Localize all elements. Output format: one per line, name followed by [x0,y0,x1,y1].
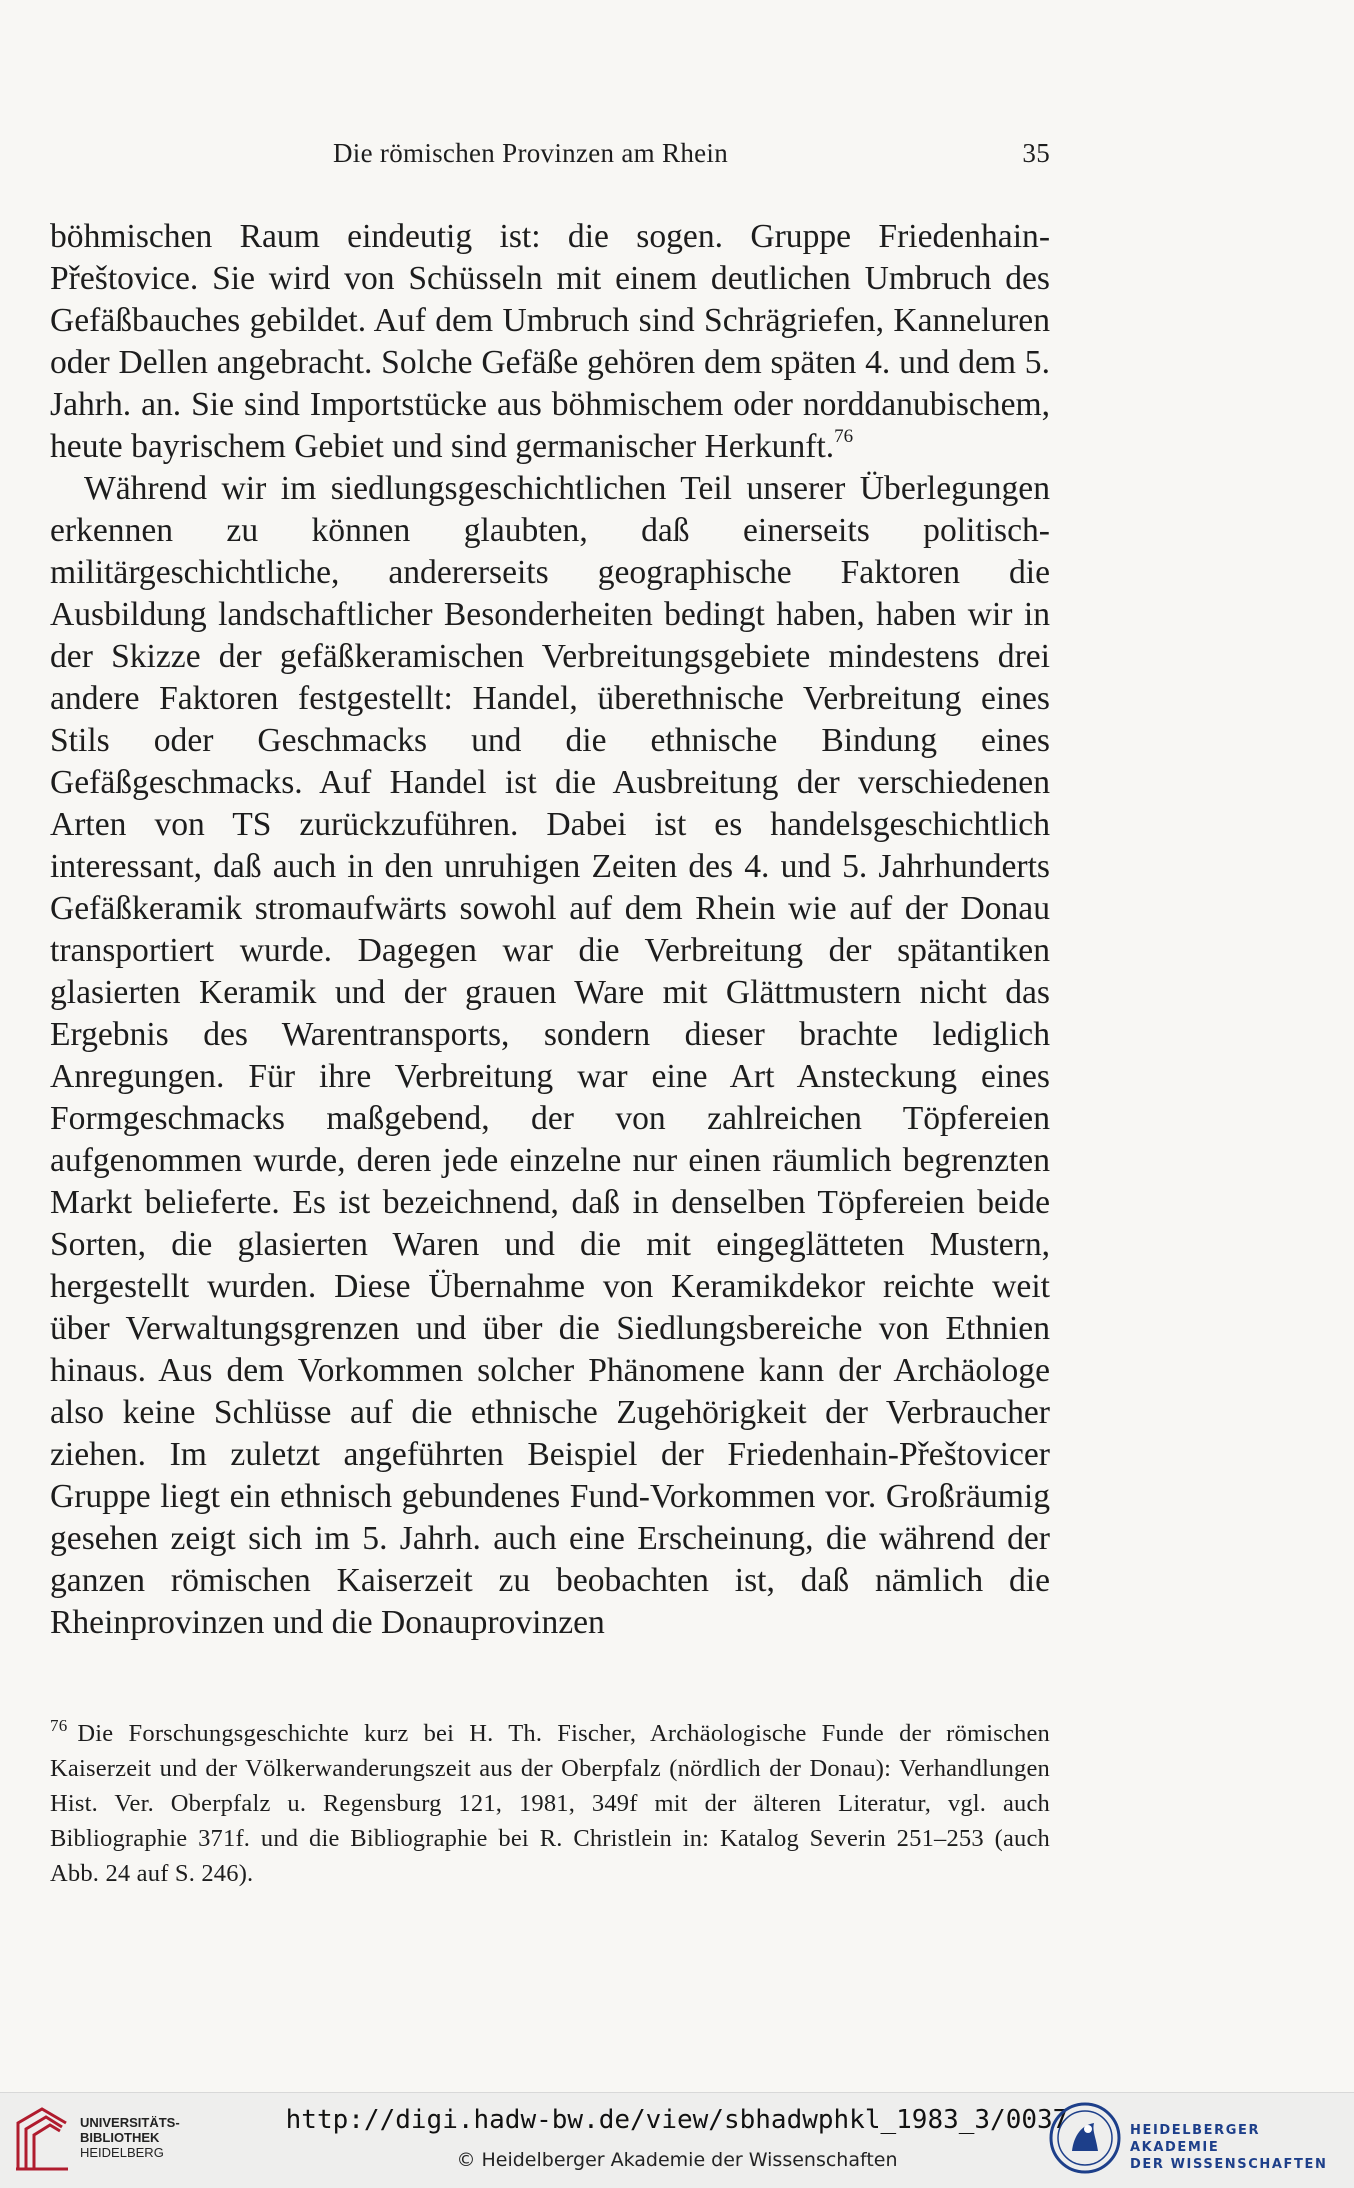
paragraph-1 [50,216,1050,468]
permalink-url[interactable]: http://digi.hadw-bw.de/view/sbhadwphkl_1983_3/0037 [285,2105,1069,2135]
copyright-notice: © Heidelberger Akademie der Wissenschaften [456,2149,898,2171]
library-name-line2: BIBLIOTHEK [80,2130,160,2145]
academy-name-line2: DER WISSENSCHAFTEN [1130,2157,1328,2172]
paragraph-1-text: böhmischen Raum eindeutig ist: die sogen. Gruppe Friedenhain-Přeštovice. Sie wird von Schüsseln mit einem deutlichen Umbruch des Gefäßbauches gebildet. Auf dem Umbruch sind Schrägriefen, Kanneluren oder Dellen angebracht. Solche Gefäße gehören dem späten 4. und dem 5. Jahrh. an. Sie sind Importstücke aus böhmischem oder norddanubischem, heute bayrischem Gebiet und sind germanischer Herkunft. [50,218,1050,465]
page-number: 35 [1022,138,1050,168]
academy-name [1130,2122,1354,2173]
viewer-footer [0,2092,1354,2188]
footnote-reference[interactable]: 76 [834,426,854,447]
footnote-text: Die Forschungsgeschichte kurz bei H. Th. Fischer, Archäologische Funde der römischen Kaiserzeit und der Völkerwanderungszeit aus der Oberpfalz (nördlich der Donau): Verhandlungen Hist. Ver. Oberpfalz u. Regensburg 121, 1981, 349f mit der älteren Literatur, vgl. auch Bibliographie 371f. und die Bibliographie bei R. Christlein in: Katalog Severin 251–253 (auch Abb. 24 auf S. 246). [50,1720,1050,1887]
library-name-line3: HEIDELBERG [80,2145,164,2160]
academy-seal-icon[interactable] [1048,2101,1122,2175]
library-name-line1: UNIVERSITÄTS- [80,2115,180,2130]
academy-name-line1: HEIDELBERGER AKADEMIE [1130,2123,1261,2155]
running-head [50,138,1050,178]
running-head-title: Die römischen Provinzen am Rhein [333,138,729,168]
footnote [50,1716,1050,1891]
footnote-number: 76 [50,1716,68,1735]
body-text [50,216,1050,1644]
paragraph-2: Während wir im siedlungsgeschichtlichen Teil unserer Überlegungen erkennen zu können glaubten, daß einerseits politisch-militärgeschichtliche, andererseits geographische Faktoren die Ausbildung landschaftlicher Besonderheiten bedingt haben, haben wir in der Skizze der gefäßkeramischen Verbreitungsgebiete mindestens drei andere Faktoren festgestellt: Handel, überethnische Verbreitung eines Stils oder Geschmacks und die ethnische Bindung eines Gefäßgeschmacks. Auf Handel ist die Ausbreitung der verschiedenen Arten von TS zurückzuführen. Dabei ist es handelsgeschichtlich interessant, daß auch in den unruhigen Zeiten des 4. und 5. Jahrhunderts Gefäßkeramik stromaufwärts sowohl auf dem Rhein wie auf der Donau transportiert wurde. Dagegen war die Verbreitung der spätantiken glasierten Keramik und der grauen Ware mit Glättmustern nicht das Ergebnis des Warentransports, sondern dieser brachte lediglich Anregungen. Für ihre Verbreitung war eine Art Ansteckung eines Formgeschmacks maßgebend, der von zahlreichen Töpfereien aufgenommen wurde, deren jede einzelne nur einen räumlich begrenzten Markt belieferte. Es ist bezeichnend, daß in denselben Töpfereien beide Sorten, die glasierten Waren und die mit eingeglätteten Mustern, hergestellt wurden. Diese Übernahme von Keramikdekor reichte weit über Verwaltungsgrenzen und über die Siedlungsbereiche von Ethnien hinaus. Aus dem Vorkommen solcher Phänomene kann der Archäologe also keine Schlüsse auf die ethnische Zugehörigkeit der Verbraucher ziehen. Im zuletzt angeführten Beispiel der Friedenhain-Přeštovicer Gruppe liegt ein ethnisch gebundenes Fund-Vorkommen vor. Großräumig gesehen zeigt sich im 5. Jahrh. auch eine Erscheinung, die während der ganzen römischen Kaiserzeit zu beobachten ist, daß nämlich die Rheinprovinzen und die Donauprovinzen [50,470,1050,1641]
